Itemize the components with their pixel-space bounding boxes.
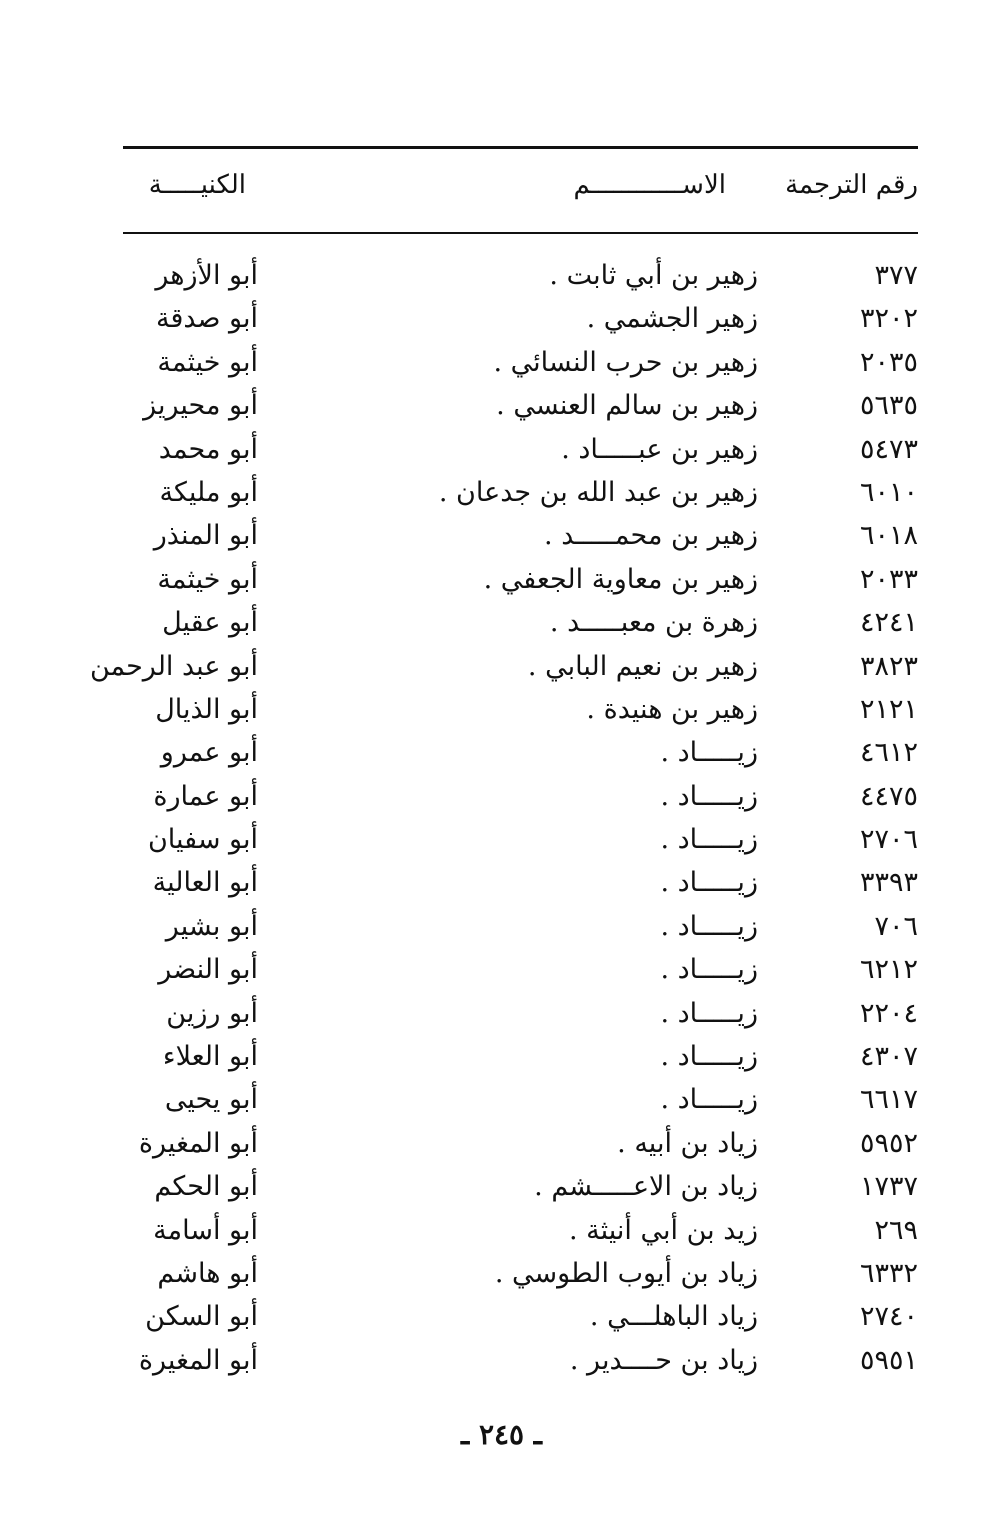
table-row: [123, 1211, 918, 1254]
entry-kunya: أبو خيثمة: [157, 346, 258, 378]
table-row: [123, 1341, 918, 1384]
entry-kunya: أبو مليكة: [159, 476, 258, 508]
table-row: [123, 1297, 918, 1340]
entry-kunya: أبو عمارة: [153, 780, 258, 812]
entry-name: زيـــــاد .: [660, 954, 758, 986]
header-kunya: الكنيـــــة: [148, 170, 246, 200]
table-row: [123, 733, 918, 776]
header-name: الاســــــــــــم: [573, 170, 726, 200]
entry-number: ٢٧٠٦: [859, 824, 918, 856]
table-row: [123, 863, 918, 906]
entry-number: ٦٣٣٢: [859, 1257, 918, 1289]
entry-kunya: أبو رزين: [166, 997, 258, 1029]
table-row: [123, 907, 918, 950]
entry-number: ٤٢٤١: [859, 607, 918, 639]
entry-name: زهير الجشمي .: [586, 303, 758, 335]
entry-name: زهير بن هنيدة .: [586, 693, 758, 725]
entry-name: زهير بن عبـــــاد .: [561, 433, 758, 465]
entry-number: ٧٠٦: [874, 910, 918, 942]
entry-kunya: أبو المغيرة: [138, 1127, 258, 1159]
header-number: رقم الترجمة: [785, 170, 918, 200]
table-row: [123, 1167, 918, 1210]
entry-number: ٣٣٩٣: [859, 867, 918, 899]
table-row: [123, 1124, 918, 1167]
table-row: [89, 647, 918, 690]
entry-name: زيد بن أبي أنيثة .: [568, 1214, 758, 1246]
table-row: [123, 1254, 918, 1297]
table-row: [123, 256, 918, 299]
entry-name: زهير بن محمـــــد .: [544, 520, 758, 552]
entry-name: زهرة بن معبـــــد .: [549, 607, 758, 639]
entry-name: زياد بن الاعـــــشم .: [534, 1171, 758, 1203]
entry-name: زياد بن أيوب الطوسي .: [494, 1257, 758, 1289]
entry-name: زياد الباهلـــي .: [589, 1301, 758, 1333]
entry-name: زهير بن سالم العنسي .: [496, 390, 758, 422]
entry-name: زيـــــاد .: [660, 1084, 758, 1116]
entry-name: زهير بن عبد الله بن جدعان .: [438, 476, 758, 508]
entry-name: زهير بن نعيم البابي .: [527, 650, 758, 682]
entry-name: زيـــــاد .: [660, 824, 758, 856]
entry-name: زهير بن حرب النسائي .: [493, 346, 758, 378]
entry-number: ٣٧٧: [874, 260, 918, 291]
entry-kunya: أبو سفيان: [147, 824, 258, 856]
entry-kunya: أبو الأزهر: [155, 260, 258, 291]
entry-kunya: أبو خيثمة: [157, 563, 258, 595]
entry-number: ٥٩٥١: [859, 1344, 918, 1376]
entry-name: زياد بن أبيه .: [617, 1127, 758, 1159]
entry-name: زيـــــاد .: [660, 737, 758, 769]
entry-kunya: أبو عمرو: [160, 737, 258, 769]
entry-kunya: أبو محمد: [158, 433, 258, 465]
entry-number: ٥٩٥٢: [859, 1127, 918, 1159]
entry-kunya: أبو أسامة: [153, 1214, 258, 1246]
entry-kunya: أبو بشير: [165, 910, 258, 942]
entry-kunya: أبو السكن: [145, 1301, 258, 1333]
entry-number: ٢٠٣٥: [859, 346, 918, 378]
table-row: [123, 1080, 918, 1123]
entry-number: ٦٠١٠: [859, 476, 918, 508]
entry-number: ٦٠١٨: [859, 520, 918, 552]
entry-number: ٢٦٩: [874, 1214, 918, 1246]
table-body: [89, 256, 918, 1384]
entry-kunya: أبو الذيال: [155, 693, 258, 725]
table-row: [123, 560, 918, 603]
entry-kunya: أبو الحكم: [154, 1171, 258, 1203]
entry-number: ٣٨٢٣: [859, 650, 918, 682]
entry-number: ٢١٢١: [859, 693, 918, 725]
entry-number: ٤٣٠٧: [859, 1041, 918, 1073]
table-row: [123, 820, 918, 863]
entry-kunya: أبو محيريز: [143, 390, 258, 422]
top-rule: [123, 146, 918, 149]
entry-number: ٣٢٠٢: [859, 303, 918, 335]
entry-number: ٥٦٣٥: [859, 390, 918, 422]
entry-name: زهير بن معاوية الجعفي .: [483, 563, 758, 595]
header-rule: [123, 232, 918, 234]
table-row: [123, 386, 918, 429]
entry-number: ٤٤٧٥: [859, 780, 918, 812]
entry-number: ٥٤٧٣: [859, 433, 918, 465]
table-row: [123, 950, 918, 993]
table-row: [123, 299, 918, 342]
entry-name: زهير بن أبي ثابت .: [549, 260, 758, 291]
entry-kunya: أبو هاشم: [157, 1257, 258, 1289]
table-row: [123, 343, 918, 386]
table-row: [123, 430, 918, 473]
table-row: [123, 994, 918, 1037]
entry-kunya: أبو يحيى: [164, 1084, 258, 1116]
entry-name: زيـــــاد .: [660, 780, 758, 812]
entry-number: ٦٢١٢: [859, 954, 918, 986]
entry-kunya: أبو النضر: [158, 954, 258, 986]
entry-number: ٢٧٤٠: [859, 1301, 918, 1333]
table-row: [123, 603, 918, 646]
entry-kunya: أبو العالية: [152, 867, 258, 899]
entry-number: ١٧٣٧: [859, 1171, 918, 1203]
entry-name: زيـــــاد .: [660, 867, 758, 899]
entry-number: ٦٦١٧: [859, 1084, 918, 1116]
table-row: [123, 690, 918, 733]
entry-number: ٤٦١٢: [859, 737, 918, 769]
table-row: [123, 777, 918, 820]
entry-kunya: أبو العلاء: [162, 1041, 258, 1073]
entry-kunya: أبو عبد الرحمن: [89, 650, 258, 682]
entry-name: زيـــــاد .: [660, 1041, 758, 1073]
table-row: [123, 473, 918, 516]
page-number: ـ ٢٤٥ ـ: [460, 1418, 543, 1451]
entry-kunya: أبو عقيل: [162, 607, 258, 639]
entry-name: زيـــــاد .: [660, 910, 758, 942]
table-header: [123, 162, 918, 218]
entry-kunya: أبو صدقة: [155, 303, 258, 335]
table-row: [123, 516, 918, 559]
entry-kunya: أبو المنذر: [153, 520, 258, 552]
entry-name: زياد بن حــــدير .: [569, 1344, 758, 1376]
table-row: [123, 1037, 918, 1080]
entry-name: زيـــــاد .: [660, 997, 758, 1029]
entry-kunya: أبو المغيرة: [138, 1344, 258, 1376]
entry-number: ٢٠٣٣: [859, 563, 918, 595]
entry-number: ٢٢٠٤: [859, 997, 918, 1029]
